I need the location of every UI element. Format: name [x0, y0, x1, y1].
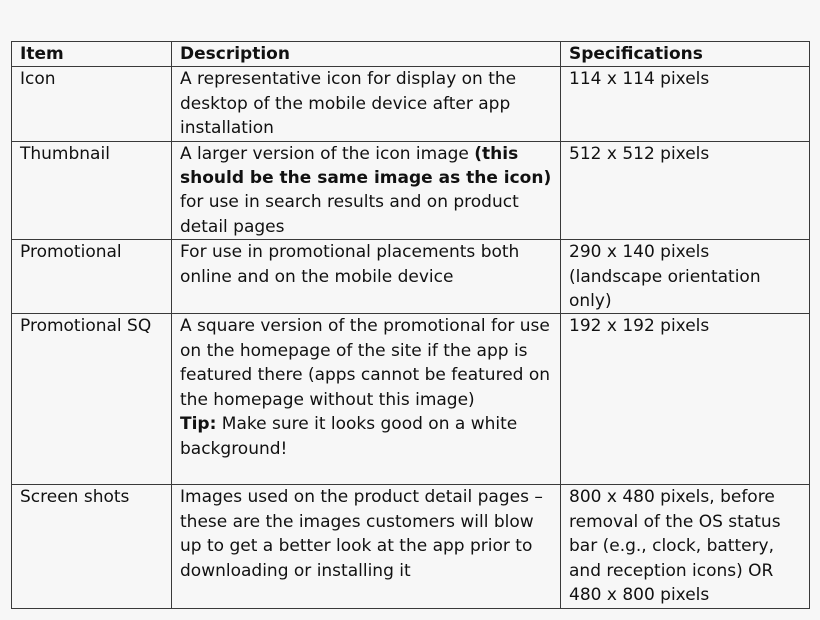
item-cell: Screen shots — [12, 485, 172, 608]
header-item: Item — [12, 42, 172, 67]
description-cell — [172, 141, 561, 240]
specifications-cell: 114 x 114 pixels — [561, 67, 810, 141]
item-cell: Thumbnail — [12, 141, 172, 240]
description-text: for use in search results and on product detail pages — [180, 192, 519, 237]
table-row-screen-shots — [12, 485, 810, 608]
item-cell: Promotional SQ — [12, 314, 172, 485]
table-row-promotional — [12, 240, 810, 314]
header-specifications: Specifications — [561, 42, 810, 67]
table-row-thumbnail — [12, 141, 810, 240]
specifications-cell: 192 x 192 pixels — [561, 314, 810, 485]
specifications-cell: 800 x 480 pixels, before removal of the OS status bar (e.g., clock, battery, and reception icons) OR 480 x 800 pixels — [561, 485, 810, 608]
specifications-cell: 290 x 140 pixels (landscape orientation only) — [561, 240, 810, 314]
table-row-promotional-sq — [12, 314, 810, 485]
tip-text: Make sure it looks good on a white background! — [180, 414, 518, 459]
spec-table-container — [11, 41, 810, 609]
description-cell: For use in promotional placements both online and on the mobile device — [172, 240, 561, 314]
tip-label: Tip: — [180, 414, 217, 435]
description-text: A square version of the promotional for use on the homepage of the site if the app is featured there (apps cannot be featured on the homepage without this image) — [180, 316, 551, 410]
description-cell: A representative icon for display on the desktop of the mobile device after app installation — [172, 67, 561, 141]
item-cell: Promotional — [12, 240, 172, 314]
table-row-icon — [12, 67, 810, 141]
item-cell: Icon — [12, 67, 172, 141]
description-cell: Images used on the product detail pages – these are the images customers will blow up to get a better look at the app prior to downloading or installing it — [172, 485, 561, 608]
description-bold-text: (this should be the same image as the icon) — [180, 143, 552, 189]
description-text: A larger version of the icon image — [180, 143, 475, 164]
header-row — [12, 42, 810, 67]
specifications-cell: 512 x 512 pixels — [561, 141, 810, 240]
header-description: Description — [172, 42, 561, 67]
description-cell — [172, 314, 561, 485]
image-spec-table — [11, 41, 810, 609]
